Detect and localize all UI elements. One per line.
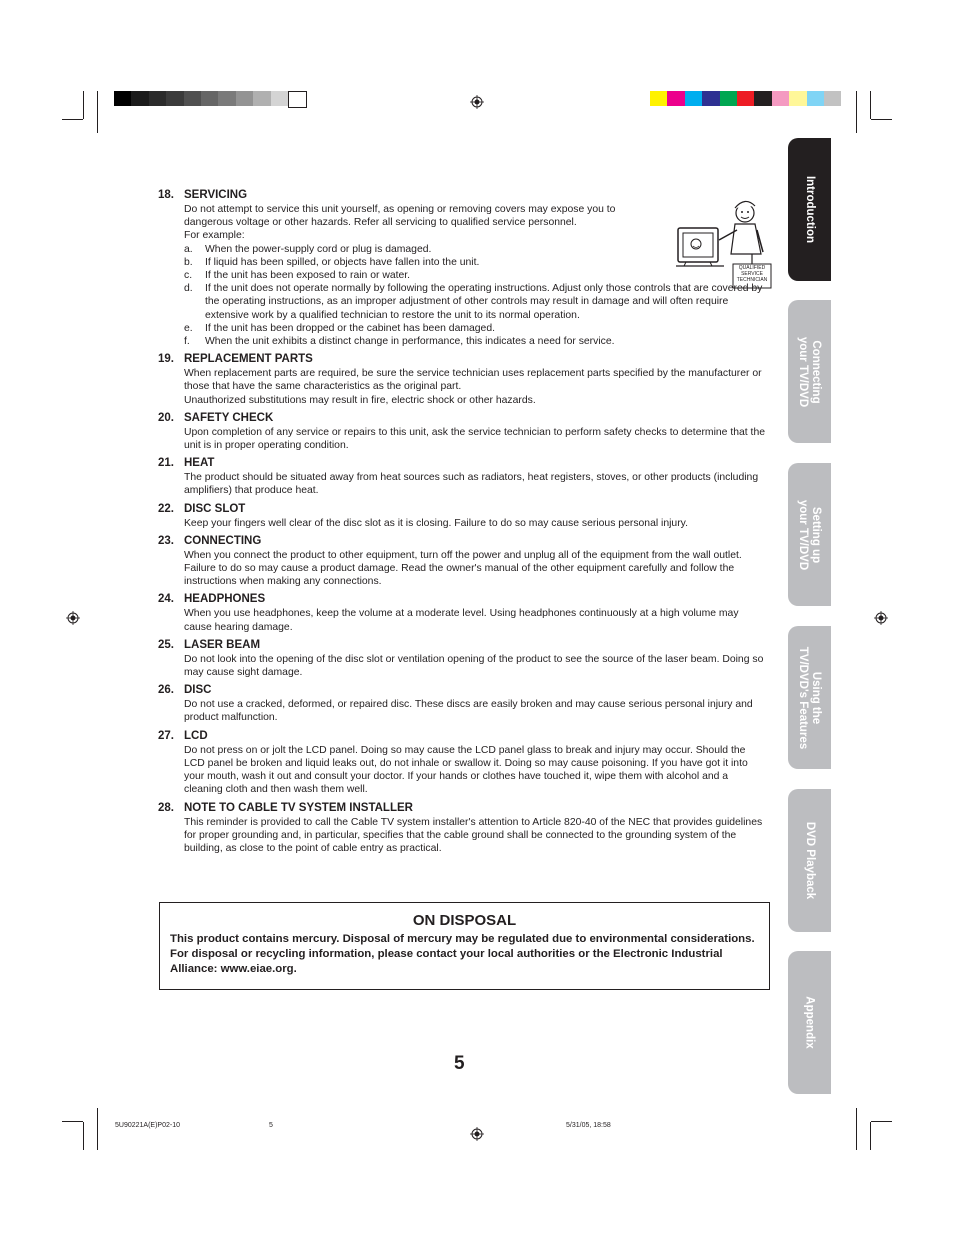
section-number: 23. [158, 534, 174, 547]
sub-item [158, 269, 675, 282]
section-title: SERVICING [184, 189, 248, 201]
section-24 [158, 592, 768, 633]
sub-item-letter: a. [184, 243, 193, 255]
section-paragraph: Do not attempt to service this unit yourself, as opening or removing covers may expose you to dangerous voltage or other hazards. Refer all servicing to qualified service personnel. [184, 204, 616, 229]
color-swatch [720, 91, 737, 106]
sub-item [158, 256, 675, 269]
section-28 [158, 801, 768, 856]
section-20 [158, 411, 768, 452]
section-title: LCD [184, 729, 208, 742]
section-heading [158, 188, 768, 203]
safety-instructions [158, 188, 768, 859]
sub-item-letter: f. [184, 336, 190, 348]
sub-item-text: If liquid has been spilled, or objects have fallen into the unit. [205, 256, 480, 268]
section-paragraph: Unauthorized substitutions may result in fire, electric shock or other hazards. [184, 394, 536, 406]
sub-item-letter: c. [184, 270, 193, 282]
section-title: DISC SLOT [184, 502, 246, 515]
disposal-title: ON DISPOSAL [412, 912, 517, 929]
section-18 [158, 188, 768, 348]
section-paragraph: This reminder is provided to call the Cable TV system installer's attention to Article 820-40 of the NEC that provides guidelines for proper grounding and, in particular, specifies that the cable ground shall be connected to the grounding system of the building, as close to the point of cable entry as practical. [184, 816, 763, 854]
registration-mark-icon [470, 1127, 484, 1141]
tab-introduction[interactable] [788, 138, 831, 281]
gray-swatch [166, 91, 183, 106]
section-number: 18. [158, 189, 174, 201]
gray-swatch [236, 91, 253, 106]
section-26 [158, 683, 768, 724]
registration-mark-icon [874, 611, 888, 625]
color-swatch [824, 91, 841, 106]
gray-swatch [253, 91, 270, 106]
sub-item-letter: e. [184, 322, 193, 334]
sub-item [158, 322, 768, 335]
tab-label: Connecting your TV/DVD [797, 336, 823, 407]
sub-item-text: When the power-supply cord or plug is damaged. [205, 243, 432, 255]
sub-item-text: When the unit exhibits a distinct change in performance, this indicates a need for service. [205, 336, 615, 348]
color-swatch [772, 91, 789, 106]
section-heading [158, 592, 768, 607]
section-heading [158, 801, 768, 816]
section-paragraph: Do not press on or jolt the LCD panel. Doing so may cause the LCD panel glass to break and injury may occur. Should the LCD panel be broken and liquid leaks out, do not inhale or swallow it. Doing so may cause poisoning. If you have got it into your mouth, wash it out and consult your doctor. If your hands or clothes have touched it, wipe them with alcohol and a cleaning cloth and then wash them well. [184, 744, 748, 796]
tab-label: Appendix [804, 996, 817, 1049]
tab-label: DVD Playback [804, 821, 817, 900]
footer-file: 5U90221A(E)P02-10 [115, 1122, 180, 1129]
section-heading [158, 729, 768, 744]
section-number: 28. [158, 801, 174, 814]
section-heading [158, 534, 768, 549]
section-heading [158, 683, 768, 698]
section-title: HEADPHONES [184, 593, 266, 606]
qualified-technician-sign: QUALIFIED SERVICE TECHNICIAN [736, 265, 768, 283]
section-number: 20. [158, 411, 174, 424]
section-22 [158, 502, 768, 530]
section-heading [158, 638, 768, 653]
section-title: NOTE TO CABLE TV SYSTEM INSTALLER [184, 801, 413, 814]
sub-item-text: If the unit has been dropped or the cabinet has been damaged. [205, 322, 495, 334]
section-title: REPLACEMENT PARTS [184, 353, 313, 366]
section-title: DISC [184, 684, 212, 697]
section-number: 24. [158, 593, 174, 606]
section-23 [158, 534, 768, 589]
section-25 [158, 638, 768, 679]
section-paragraph: When you use headphones, keep the volume at a moderate level. Using headphones continuously at a high volume may cause hearing damage. [184, 608, 739, 633]
section-heading [158, 411, 768, 426]
section-heading [158, 502, 768, 517]
section-number: 25. [158, 638, 174, 651]
gray-swatch [114, 91, 131, 106]
tab-label: Setting up your TV/DVD [797, 499, 823, 570]
section-paragraph: Do not use a cracked, deformed, or repaired disc. These discs are easily broken and may cause serious personal injury and product malfunction. [184, 699, 753, 724]
registration-mark-icon [66, 611, 80, 625]
color-swatch [807, 91, 824, 106]
section-number: 27. [158, 729, 174, 742]
section-number: 21. [158, 457, 174, 470]
section-heading [158, 352, 768, 367]
section-number: 22. [158, 502, 174, 515]
tab-connecting-your-tv-dvd[interactable] [788, 300, 831, 443]
color-swatch [754, 91, 771, 106]
section-title: HEAT [184, 457, 215, 470]
disposal-notice [159, 902, 770, 990]
section-21 [158, 456, 768, 497]
section-paragraph: Do not look into the opening of the disc slot or ventilation opening of the product to see the source of the laser beam. Doing so may cause sight damage. [184, 653, 764, 679]
gray-swatch [201, 91, 218, 106]
section-19 [158, 352, 768, 407]
sub-item [158, 282, 768, 322]
color-swatch [650, 91, 667, 106]
section-paragraph: For example: [184, 230, 245, 242]
footer-timestamp: 5/31/05, 18:58 [566, 1122, 611, 1129]
registration-mark-icon [470, 95, 484, 109]
section-heading [158, 456, 768, 471]
section-paragraph: Keep your fingers well clear of the disc slot as it is closing. Failure to do so may cause serious personal injury. [184, 517, 688, 529]
sub-item [158, 335, 768, 348]
section-title: SAFETY CHECK [184, 411, 274, 424]
color-swatch [685, 91, 702, 106]
color-swatch [667, 91, 684, 106]
section-paragraph: When replacement parts are required, be sure the service technician uses replacement parts specified by the manufacturer or those that have the same characteristics as the original part. [184, 368, 762, 393]
footer-page: 5 [269, 1122, 273, 1129]
color-swatch [789, 91, 806, 106]
sub-item [158, 243, 675, 256]
gray-swatch [271, 91, 288, 106]
section-title: LASER BEAM [184, 638, 261, 651]
sub-item-text: If the unit has been exposed to rain or water. [205, 270, 411, 282]
section-paragraph: When you connect the product to other equipment, turn off the power and unplug all of the equipment from the wall outlet. Failure to do so may cause a product damage. Read the owner's manual of the other equipment carefully and follow the instructions when making any connections. [184, 549, 742, 588]
tab-setting-up-your-tv-dvd[interactable] [788, 463, 831, 606]
sub-item-text: If the unit does not operate normally by following the operating instructions. Adjust only those controls that are covered by the operating instructions, as an improper adjustment of other controls may result in damage and will often require extensive work by a qualified technician to restore the unit to its normal operation. [205, 283, 763, 321]
color-swatch [702, 91, 719, 106]
gray-swatch [288, 91, 307, 108]
tab-label: Introduction [804, 175, 817, 244]
section-paragraph: Upon completion of any service or repairs to this unit, ask the service technician to perform safety checks to determine that the unit is in proper operating condition. [184, 426, 766, 452]
section-27 [158, 729, 768, 797]
section-number: 19. [158, 353, 174, 366]
disposal-text: This product contains mercury. Disposal of mercury may be regulated due to environmental considerations. For disposal or recycling information, please contact your local authorities or the Electronic Industrial Alliance: www.eiae.org. [170, 933, 755, 975]
gray-swatch [218, 91, 235, 106]
section-title: CONNECTING [184, 534, 262, 547]
tab-label: Using the TV/DVD's Features [797, 646, 823, 749]
tab-using-the-tv-dvd-s-features[interactable] [788, 626, 831, 769]
gray-swatch [131, 91, 148, 106]
tab-dvd-playback[interactable] [788, 789, 831, 932]
section-number: 26. [158, 684, 174, 697]
page-number: 5 [454, 1053, 465, 1074]
sub-item-letter: d. [184, 283, 193, 295]
gray-swatch [184, 91, 201, 106]
tab-appendix[interactable] [788, 951, 831, 1094]
section-paragraph: The product should be situated away from heat sources such as radiators, heat registers, stoves, or other products (including amplifiers) that produce heat. [184, 472, 759, 497]
gray-swatch [149, 91, 166, 106]
color-swatch [737, 91, 754, 106]
sub-item-letter: b. [184, 256, 193, 268]
